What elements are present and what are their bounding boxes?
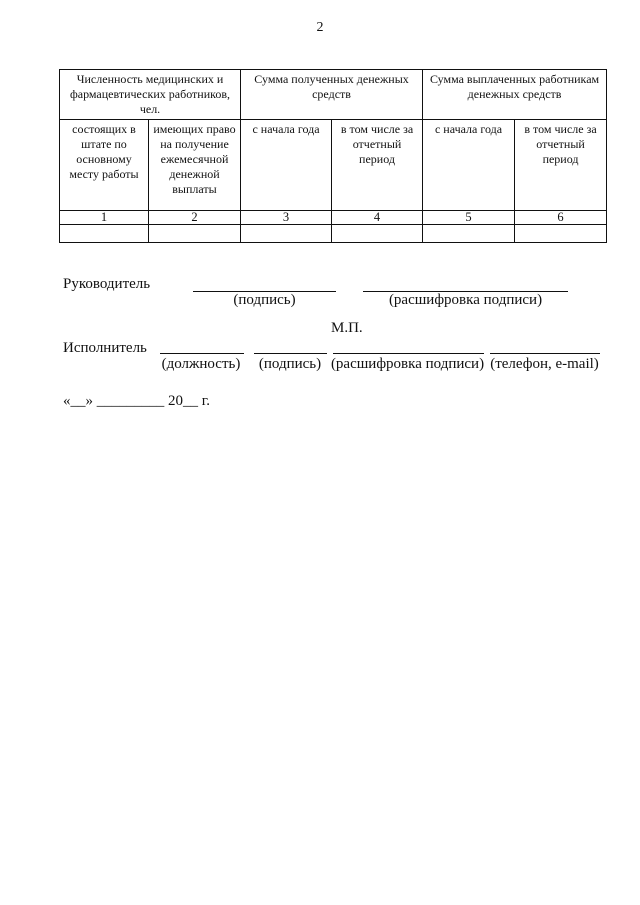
executor-signature-line[interactable] — [254, 353, 327, 354]
header-staff-count: Численность медицинских и фармацевтических работников, чел. — [60, 70, 241, 120]
column-number: 3 — [241, 211, 332, 225]
header-funds-paid: Сумма выплаченных работникам денежных средств — [423, 70, 607, 120]
column-number: 1 — [60, 211, 149, 225]
table-cell[interactable] — [332, 225, 423, 243]
page-number: 2 — [316, 20, 324, 35]
table-cell[interactable] — [149, 225, 241, 243]
table-cell[interactable] — [241, 225, 332, 243]
executor-name-line[interactable] — [333, 353, 484, 354]
table-cell[interactable] — [60, 225, 149, 243]
column-number: 2 — [149, 211, 241, 225]
report-table — [59, 69, 607, 243]
head-label: Руководитель — [63, 276, 151, 292]
subheader-received-period: в том числе за отчетный период — [332, 120, 423, 211]
executor-label: Исполнитель — [63, 340, 147, 356]
subheader-paid-period: в том числе за отчетный период — [515, 120, 607, 211]
executor-position-caption: (должность) — [161, 356, 241, 372]
header-funds-received: Сумма полученных денежных средств — [241, 70, 423, 120]
executor-name-caption: (расшифровка подписи) — [330, 356, 485, 372]
head-name-caption: (расшифровка подписи) — [388, 292, 543, 308]
column-number: 6 — [515, 211, 607, 225]
executor-contact-caption: (телефон, e-mail) — [490, 356, 599, 372]
table-cell[interactable] — [515, 225, 607, 243]
subheader-received-ytd: с начала года — [241, 120, 332, 211]
subheader-on-staff: состоящих в штате по основному месту работы — [60, 120, 149, 211]
executor-position-line[interactable] — [160, 353, 244, 354]
stamp-place: М.П. — [331, 320, 363, 336]
subheader-paid-ytd: с начала года — [423, 120, 515, 211]
executor-signature-caption: (подпись) — [258, 356, 322, 372]
column-number: 4 — [332, 211, 423, 225]
date-line[interactable]: «__» _________ 20__ г. — [63, 393, 210, 409]
subheader-entitled: имеющих право на получение ежемесячной денежной выплаты — [149, 120, 241, 211]
executor-contact-line[interactable] — [490, 353, 600, 354]
column-number: 5 — [423, 211, 515, 225]
table-cell[interactable] — [423, 225, 515, 243]
head-signature-caption: (подпись) — [233, 292, 296, 308]
